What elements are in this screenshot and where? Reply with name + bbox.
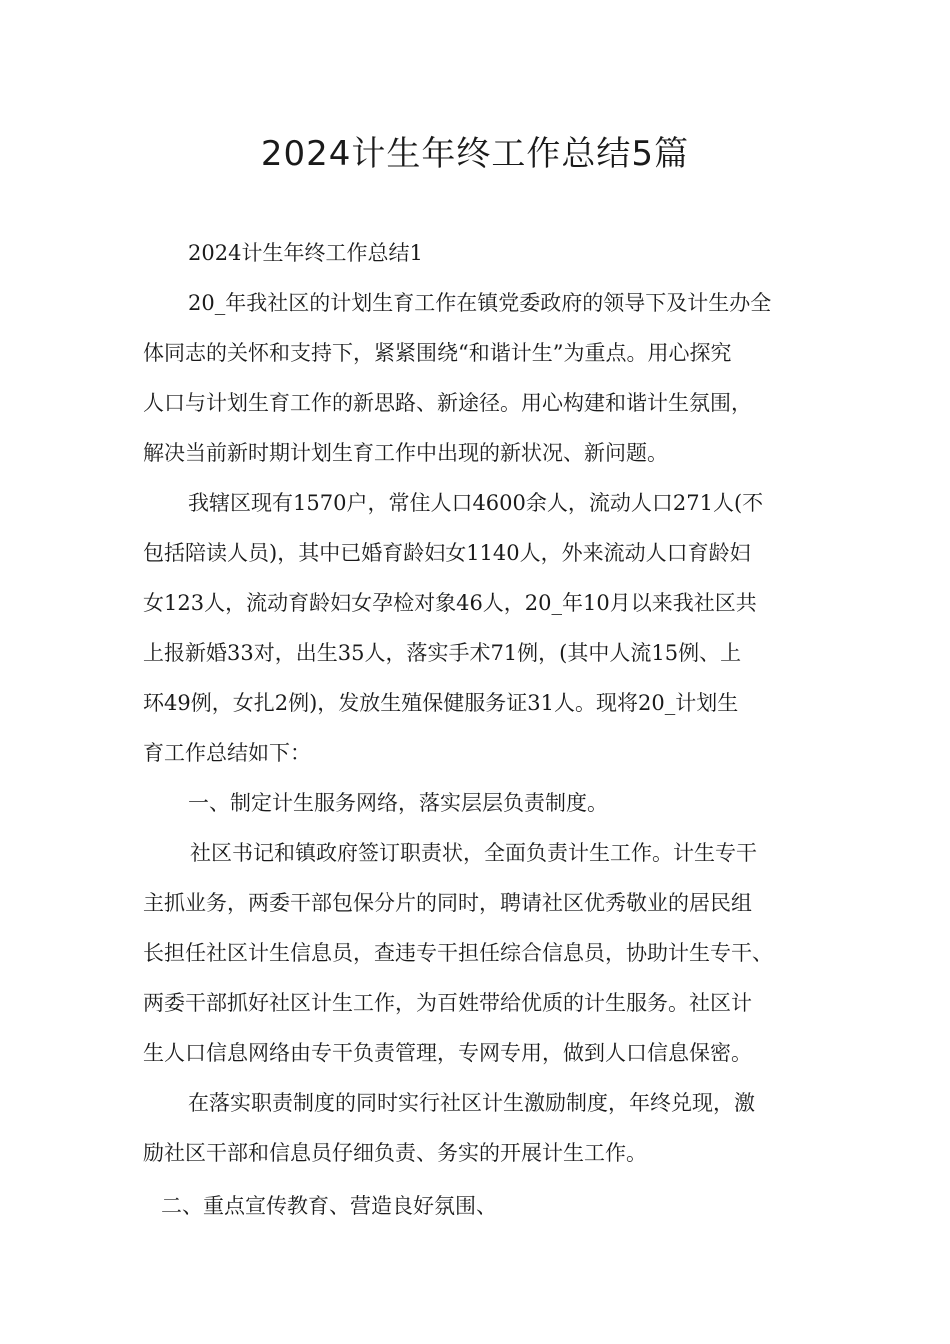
paragraph-line: 励社区干部和信息员仔细负责、务实的开展计生工作。 — [143, 1141, 647, 1165]
paragraph-line: 环49例，女扎2例)，发放生殖保健服务证31人。现将20_计划生 — [143, 691, 739, 715]
paragraph-line: 社区书记和镇政府签订职责状，全面负责计生工作。计生专干 — [190, 841, 757, 865]
paragraph-line: 长担任社区计生信息员，查违专干担任综合信息员，协助计生专干、 — [143, 941, 773, 965]
section-heading: 二、重点宣传教育、营造良好氛围、 — [161, 1194, 497, 1218]
section-subtitle: 2024计生年终工作总结1 — [188, 241, 423, 265]
section-heading: 一、制定计生服务网络，落实层层负责制度。 — [188, 791, 608, 815]
paragraph-line: 上报新婚33对，出生35人，落实手术71例，(其中人流15例、上 — [143, 641, 742, 665]
paragraph-line: 育工作总结如下： — [143, 741, 311, 765]
document-title: 2024计生年终工作总结5篇 — [260, 134, 690, 174]
paragraph-line: 20_年我社区的计划生育工作在镇党委政府的领导下及计生办全 — [188, 291, 772, 315]
paragraph-line: 人口与计划生育工作的新思路、新途径。用心构建和谐计生氛围， — [143, 391, 752, 415]
paragraph-line: 体同志的关怀和支持下，紧紧围绕“和谐计生”为重点。用心探究 — [143, 341, 732, 365]
paragraph-line: 解决当前新时期计划生育工作中出现的新状况、新问题。 — [143, 441, 668, 465]
paragraph-line: 我辖区现有1570户，常住人口4600余人，流动人口271人(不 — [188, 491, 764, 515]
paragraph-line: 包括陪读人员)，其中已婚育龄妇女1140人，外来流动人口育龄妇 — [143, 541, 751, 565]
document-body — [143, 228, 803, 1234]
paragraph-line: 两委干部抓好社区计生工作，为百姓带给优质的计生服务。社区计 — [143, 991, 752, 1015]
paragraph-line: 生人口信息网络由专干负责管理，专网专用，做到人口信息保密。 — [143, 1041, 752, 1065]
paragraph-line: 女123人，流动育龄妇女孕检对象46人，20_年10月以来我社区共 — [143, 591, 757, 615]
paragraph-line: 在落实职责制度的同时实行社区计生激励制度，年终兑现，激 — [188, 1091, 755, 1115]
paragraph-line: 主抓业务，两委干部包保分片的同时，聘请社区优秀敬业的居民组 — [143, 891, 752, 915]
